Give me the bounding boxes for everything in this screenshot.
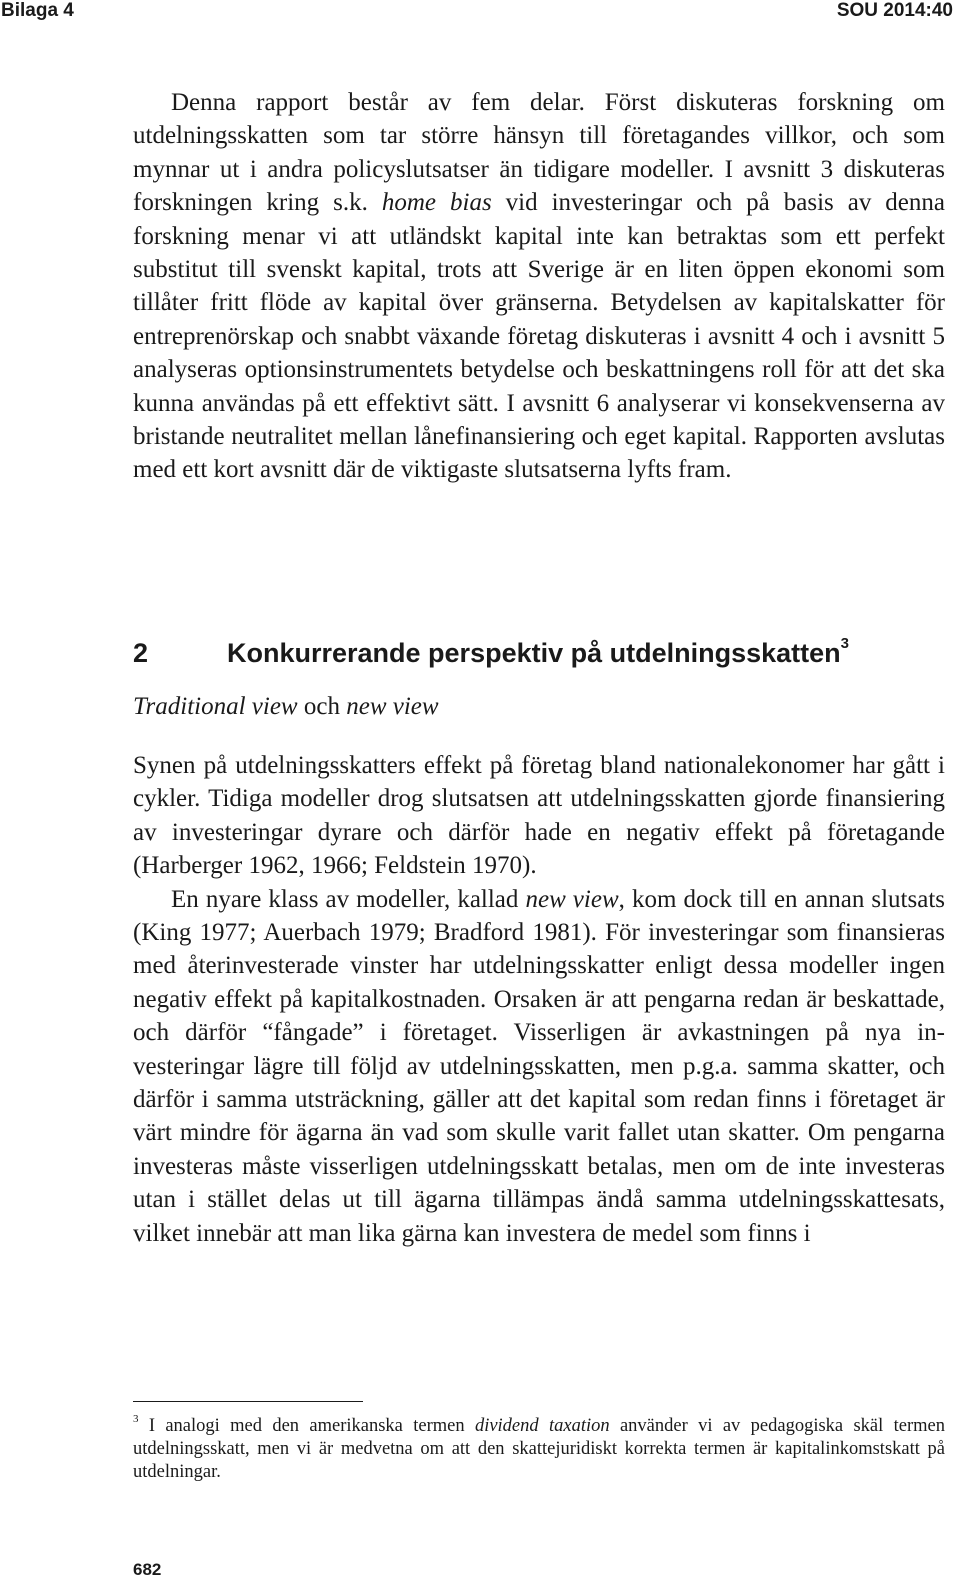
footnote-divider bbox=[133, 1401, 363, 1402]
section-footnote-ref: 3 bbox=[840, 635, 850, 652]
footnote-marker: 3 bbox=[133, 1413, 139, 1425]
subsection-term-traditional: Traditional view bbox=[133, 693, 298, 720]
page-number: 682 bbox=[133, 1560, 162, 1579]
home-bias-term: home bias bbox=[381, 189, 492, 217]
paragraph-cycles: Synen på utdelningsskatters effekt på företag bland nationalekonomer har gått i cykler. Tidiga modeller drog slutsatsen att utdelningsskatten gjorde finansiering av investeringar dyrare och därför hade en negativ effekt på företagande (Harberger 1962, 1966; Feldstein 1970). bbox=[133, 752, 945, 880]
section-body bbox=[133, 749, 945, 1250]
subsection-term-new: new view bbox=[346, 693, 439, 720]
page-header bbox=[0, 0, 960, 30]
section-number: 2 bbox=[133, 638, 149, 668]
subsection-heading bbox=[133, 690, 439, 724]
subsection-connector: och bbox=[297, 693, 347, 720]
header-appendix-label: Bilaga 4 bbox=[1, 0, 74, 21]
paragraph-new-view-part2: , kom dock till en annan slutsats (King 1977; Auerbach 1979; Bradford 1981). För investeringar som finansieras med återinvesterade vinster har utdelningsskatter enligt dessa modeller ingen negativ effekt på kapitalkostnaden. Orsaken är att pengarna redan är beskattade, och därför “fångade” i företaget. Visserligen är avkastningen på nya investeringar lägre till följd av utdelningsskatten, men p.g.a. samma skatter, och därför i samma utsträckning, gäller att det kapital som redan finns i företaget är värt mindre för ägarna än vad som skulle varit fallet utan skatter. Om pengarna investeras måste visserligen utdelningsskatt betalas, men om de inte investeras utan i stället delas ut till ägarna tillämpas ändå samma utdelningsskattesats, vilket innebär att man lika gärna kan investera de medel som finns i bbox=[133, 885, 945, 1247]
new-view-term: new view bbox=[525, 885, 619, 913]
intro-paragraph bbox=[133, 86, 945, 487]
paragraph-new-view bbox=[133, 883, 945, 1250]
footnote-text-part1: I analogi med den amerikanska termen bbox=[138, 1416, 475, 1437]
footnote-term: dividend taxation bbox=[474, 1416, 610, 1437]
intro-text bbox=[133, 86, 945, 487]
intro-text-part2: vid investeringar och på basis av denna forskning menar vi att utländskt kapital inte kan betraktas som ett perfekt substitut till svenskt kapital, trots att Sverige är en liten öppen ekonomi som tillåter fritt flöde av kapital över gränserna. Betydelsen av kapitalskatter för entreprenörskap och snabbt växande företag diskuteras i avsnitt 4 och i avsnitt 5 analyseras optionsinstrumentets betydelse och beskattningens roll för att det ska kunna användas på ett effektivt sätt. I avsnitt 6 analyserar vi konsekvenserna av bristande neutralitet mellan lånefinansiering och eget kapital. Rapporten avslutas med ett kort avsnitt där de viktigaste slutsatserna lyfts fram. bbox=[133, 189, 946, 484]
footnote-text-part2: använder vi av pedagogiska skäl termen utdelningsskatt, men vi är medvetna om att den skattejuridiskt korrekta termen är kapitalinkomstskatt på utdelningar. bbox=[133, 1416, 945, 1483]
footnote bbox=[133, 1410, 945, 1484]
paragraph-new-view-part1: En nyare klass av modeller, kallad bbox=[171, 885, 526, 913]
section-title: Konkurrerande perspektiv på utdelningsskatten bbox=[227, 638, 841, 668]
header-report-id: SOU 2014:40 bbox=[836, 0, 953, 21]
intro-text-part1: Denna rapport består av fem delar. Först diskuteras forskning om utdelningsskatten som tar större hänsyn till företagandes villkor, och som mynnar ut i andra policyslutsatser än tidigare modeller. I avsnitt 3 diskuteras forskningen kring s.k. bbox=[133, 89, 945, 217]
section-heading bbox=[133, 628, 945, 673]
